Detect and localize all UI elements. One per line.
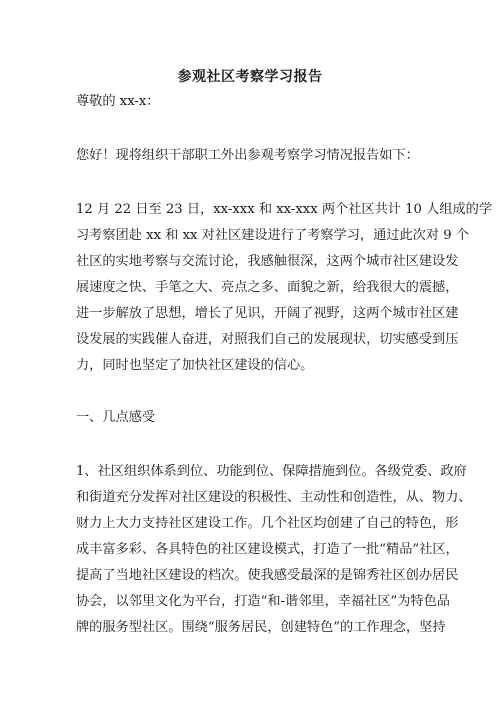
document-title: 参观社区考察学习报告 [177,69,323,85]
paragraph-2-line: 成丰富多彩、各具特色的社区建设模式，打造了一批“精品”社区， [76,542,459,557]
paragraph-2-line: 财力上大力支持社区建设工作。几个社区均创建了自己的特色，形 [76,516,459,531]
greeting: 您好！现将组织干部职工外出参观考察学习情况报告如下： [76,148,419,163]
paragraph-1-line: 设发展的实践催人奋进，对照我们自己的发展现状，切实感受到压 [76,332,459,347]
section-heading: 一、几点感受 [76,410,156,425]
paragraph-2-line: 提高了当地社区建设的档次。使我感受最深的是锦秀社区创办居民 [76,568,459,583]
paragraph-1-line: 社区的实地考察与交流讨论，我感触很深，这两个城市社区建设发 [76,254,459,269]
salutation: 尊敬的 xx-x： [76,94,160,109]
paragraph-1-line: 12 月 22 日至 23 日，xx-xxx 和 xx-xxx 两个社区共计 10 人组成的学 [76,202,493,217]
paragraph-2-line: 协会，以邻里文化为平台，打造“和-谐邻里，幸福社区”为特色品 [76,594,450,609]
paragraph-1-line: 进一步解放了思想，增长了见识，开阔了视野，这两个城市社区建 [76,306,459,321]
paragraph-2-line: 1、社区组织体系到位、功能到位、保障措施到位。各级党委、政府 [76,464,467,479]
paragraph-1-line: 习考察团赴 xx 和 xx 对社区建设进行了考察学习，通过此次对 9 个 [76,228,469,243]
paragraph-2-line: 牌的服务型社区。围绕“服务居民，创建特色”的工作理念，坚持 [76,620,446,635]
paragraph-2-line: 和街道充分发挥对社区建设的积极性、主动性和创造性，从、物力、 [76,490,472,505]
paragraph-1-line: 展速度之快、手笔之大、亮点之多、面貌之新，给我很大的震撼， [76,280,459,295]
paragraph-1-line: 力，同时也坚定了加快社区建设的信心。 [76,358,314,373]
